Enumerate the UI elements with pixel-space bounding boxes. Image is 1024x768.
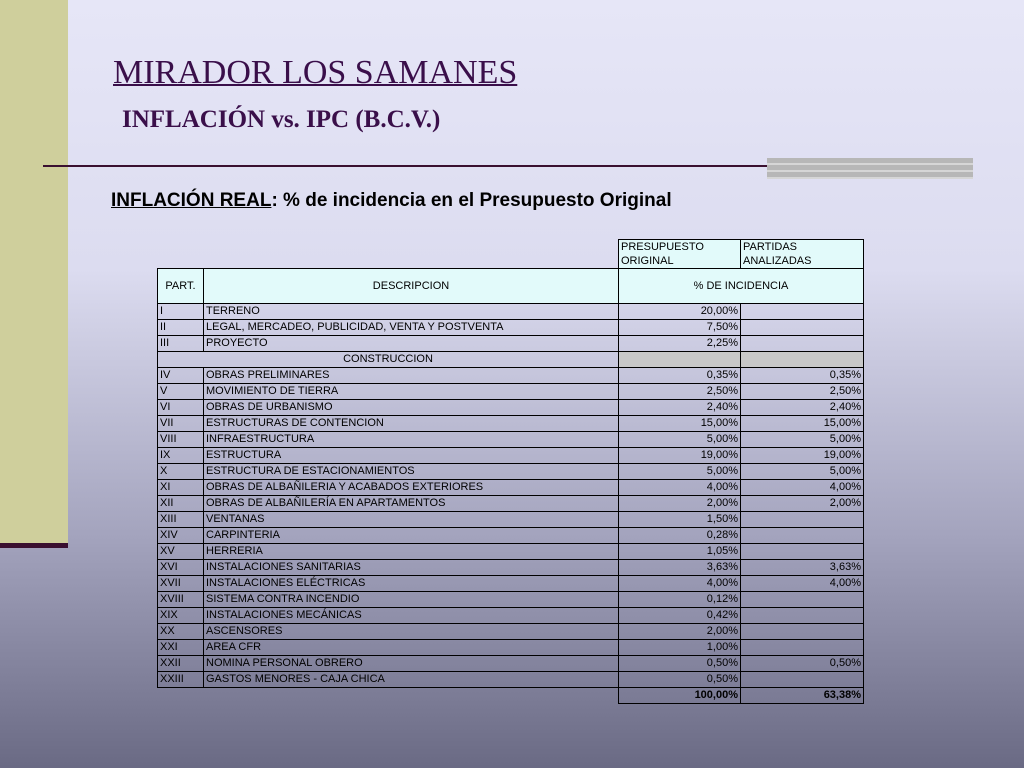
description-cell: MOVIMIENTO DE TIERRA [204, 384, 619, 400]
part-cell: XXII [158, 656, 204, 672]
table-row [158, 656, 864, 672]
part-cell: XV [158, 544, 204, 560]
description-cell: CARPINTERIA [204, 528, 619, 544]
description-cell: VENTANAS [204, 512, 619, 528]
part-cell: XI [158, 480, 204, 496]
presupuesto-cell: 0,50% [619, 656, 741, 672]
partidas-cell: 2,50% [741, 384, 864, 400]
description-cell: PROYECTO [204, 336, 619, 352]
group-filler-cell [741, 352, 864, 368]
header-incidencia: % DE INCIDENCIA [619, 269, 864, 304]
description-cell: ESTRUCTURAS DE CONTENCION [204, 416, 619, 432]
table-row [158, 400, 864, 416]
partidas-cell: 2,00% [741, 496, 864, 512]
header-descripcion: DESCRIPCION [204, 269, 619, 304]
description-cell: LEGAL, MERCADEO, PUBLICIDAD, VENTA Y POSTVENTA [204, 320, 619, 336]
part-cell: XIII [158, 512, 204, 528]
part-cell: X [158, 464, 204, 480]
table-row [158, 304, 864, 320]
description-cell: ESTRUCTURA DE ESTACIONAMIENTOS [204, 464, 619, 480]
page-title: MIRADOR LOS SAMANES [113, 54, 518, 91]
part-cell: V [158, 384, 204, 400]
partidas-cell [741, 304, 864, 320]
partidas-cell [741, 512, 864, 528]
table-row [158, 496, 864, 512]
description-cell: OBRAS PRELIMINARES [204, 368, 619, 384]
partidas-cell: 4,00% [741, 576, 864, 592]
description-cell: INSTALACIONES ELÉCTRICAS [204, 576, 619, 592]
table-row [158, 640, 864, 656]
partidas-cell [741, 336, 864, 352]
blank-cell [158, 240, 619, 269]
partidas-cell: 5,00% [741, 432, 864, 448]
description-cell: INFRAESTRUCTURA [204, 432, 619, 448]
partidas-cell [741, 640, 864, 656]
partidas-cell: 4,00% [741, 480, 864, 496]
part-cell: XII [158, 496, 204, 512]
blank-cell [158, 688, 619, 704]
description-cell: INSTALACIONES SANITARIAS [204, 560, 619, 576]
presupuesto-cell: 2,40% [619, 400, 741, 416]
table-row [158, 608, 864, 624]
header-partidas-analizadas: PARTIDAS ANALIZADAS [741, 240, 864, 269]
table-row [158, 432, 864, 448]
page-subtitle: INFLACIÓN vs. IPC (B.C.V.) [122, 106, 441, 133]
presupuesto-cell: 0,12% [619, 592, 741, 608]
group-row [158, 352, 864, 368]
description-cell: INSTALACIONES MECÁNICAS [204, 608, 619, 624]
incidence-table [157, 239, 864, 704]
table-row [158, 368, 864, 384]
table-row [158, 560, 864, 576]
partidas-cell: 15,00% [741, 416, 864, 432]
description-cell: ASCENSORES [204, 624, 619, 640]
table-row [158, 384, 864, 400]
partidas-cell [741, 624, 864, 640]
description-cell: AREA CFR [204, 640, 619, 656]
part-cell: IV [158, 368, 204, 384]
part-cell: III [158, 336, 204, 352]
presupuesto-cell: 1,05% [619, 544, 741, 560]
description-cell: TERRENO [204, 304, 619, 320]
part-cell: XVII [158, 576, 204, 592]
description-cell: OBRAS DE ALBAÑILERÍA EN APARTAMENTOS [204, 496, 619, 512]
presupuesto-cell: 4,00% [619, 576, 741, 592]
group-filler-cell [619, 352, 741, 368]
presupuesto-cell: 19,00% [619, 448, 741, 464]
partidas-cell: 2,40% [741, 400, 864, 416]
presupuesto-cell: 0,42% [619, 608, 741, 624]
presupuesto-cell: 0,50% [619, 672, 741, 688]
description-cell: HERRERIA [204, 544, 619, 560]
presupuesto-cell: 2,50% [619, 384, 741, 400]
description-cell: SISTEMA CONTRA INCENDIO [204, 592, 619, 608]
table-row [158, 576, 864, 592]
partidas-cell [741, 608, 864, 624]
part-cell: IX [158, 448, 204, 464]
presupuesto-cell: 2,00% [619, 496, 741, 512]
description-cell: NOMINA PERSONAL OBRERO [204, 656, 619, 672]
total-presupuesto: 100,00% [619, 688, 741, 704]
part-cell: XIX [158, 608, 204, 624]
divider-accent-block [767, 158, 973, 179]
partidas-cell [741, 592, 864, 608]
table-row [158, 528, 864, 544]
part-cell: XXI [158, 640, 204, 656]
table-row [158, 480, 864, 496]
presupuesto-cell: 2,25% [619, 336, 741, 352]
left-accent-line [0, 543, 68, 548]
section-heading [111, 190, 672, 212]
presupuesto-cell: 0,35% [619, 368, 741, 384]
partidas-cell [741, 544, 864, 560]
table-row [158, 320, 864, 336]
table-row [158, 672, 864, 688]
partidas-cell [741, 528, 864, 544]
partidas-cell: 0,35% [741, 368, 864, 384]
presupuesto-cell: 5,00% [619, 464, 741, 480]
presupuesto-cell: 1,00% [619, 640, 741, 656]
presupuesto-cell: 7,50% [619, 320, 741, 336]
description-cell: OBRAS DE URBANISMO [204, 400, 619, 416]
part-cell: XX [158, 624, 204, 640]
part-cell: II [158, 320, 204, 336]
presupuesto-cell: 2,00% [619, 624, 741, 640]
section-heading-underlined: INFLACIÓN REAL [111, 190, 272, 211]
part-cell: XVI [158, 560, 204, 576]
partidas-cell: 0,50% [741, 656, 864, 672]
left-accent-bar [0, 0, 68, 545]
totals-row [158, 688, 864, 704]
table-row [158, 624, 864, 640]
description-cell: ESTRUCTURA [204, 448, 619, 464]
presupuesto-cell: 15,00% [619, 416, 741, 432]
total-partidas: 63,38% [741, 688, 864, 704]
partidas-cell: 19,00% [741, 448, 864, 464]
part-cell: XIV [158, 528, 204, 544]
partidas-cell [741, 320, 864, 336]
partidas-cell [741, 672, 864, 688]
presupuesto-cell: 20,00% [619, 304, 741, 320]
table-row [158, 448, 864, 464]
table-row [158, 512, 864, 528]
description-cell: OBRAS DE ALBAÑILERIA Y ACABADOS EXTERIORES [204, 480, 619, 496]
presupuesto-cell: 3,63% [619, 560, 741, 576]
description-cell: GASTOS MENORES - CAJA CHICA [204, 672, 619, 688]
part-cell: XVIII [158, 592, 204, 608]
part-cell: VIII [158, 432, 204, 448]
presupuesto-cell: 5,00% [619, 432, 741, 448]
top-header-row [158, 240, 864, 269]
group-label: CONSTRUCCION [158, 352, 619, 368]
header-row [158, 269, 864, 304]
header-presupuesto-original: PRESUPUESTO ORIGINAL [619, 240, 741, 269]
partidas-cell: 3,63% [741, 560, 864, 576]
table-row [158, 592, 864, 608]
part-cell: VII [158, 416, 204, 432]
part-cell: VI [158, 400, 204, 416]
table-row [158, 464, 864, 480]
partidas-cell: 5,00% [741, 464, 864, 480]
part-cell: I [158, 304, 204, 320]
header-part: PART. [158, 269, 204, 304]
presupuesto-cell: 4,00% [619, 480, 741, 496]
section-heading-rest: : % de incidencia en el Presupuesto Original [271, 190, 672, 211]
presupuesto-cell: 0,28% [619, 528, 741, 544]
table-row [158, 544, 864, 560]
table-row [158, 336, 864, 352]
presupuesto-cell: 1,50% [619, 512, 741, 528]
part-cell: XXIII [158, 672, 204, 688]
table-row [158, 416, 864, 432]
